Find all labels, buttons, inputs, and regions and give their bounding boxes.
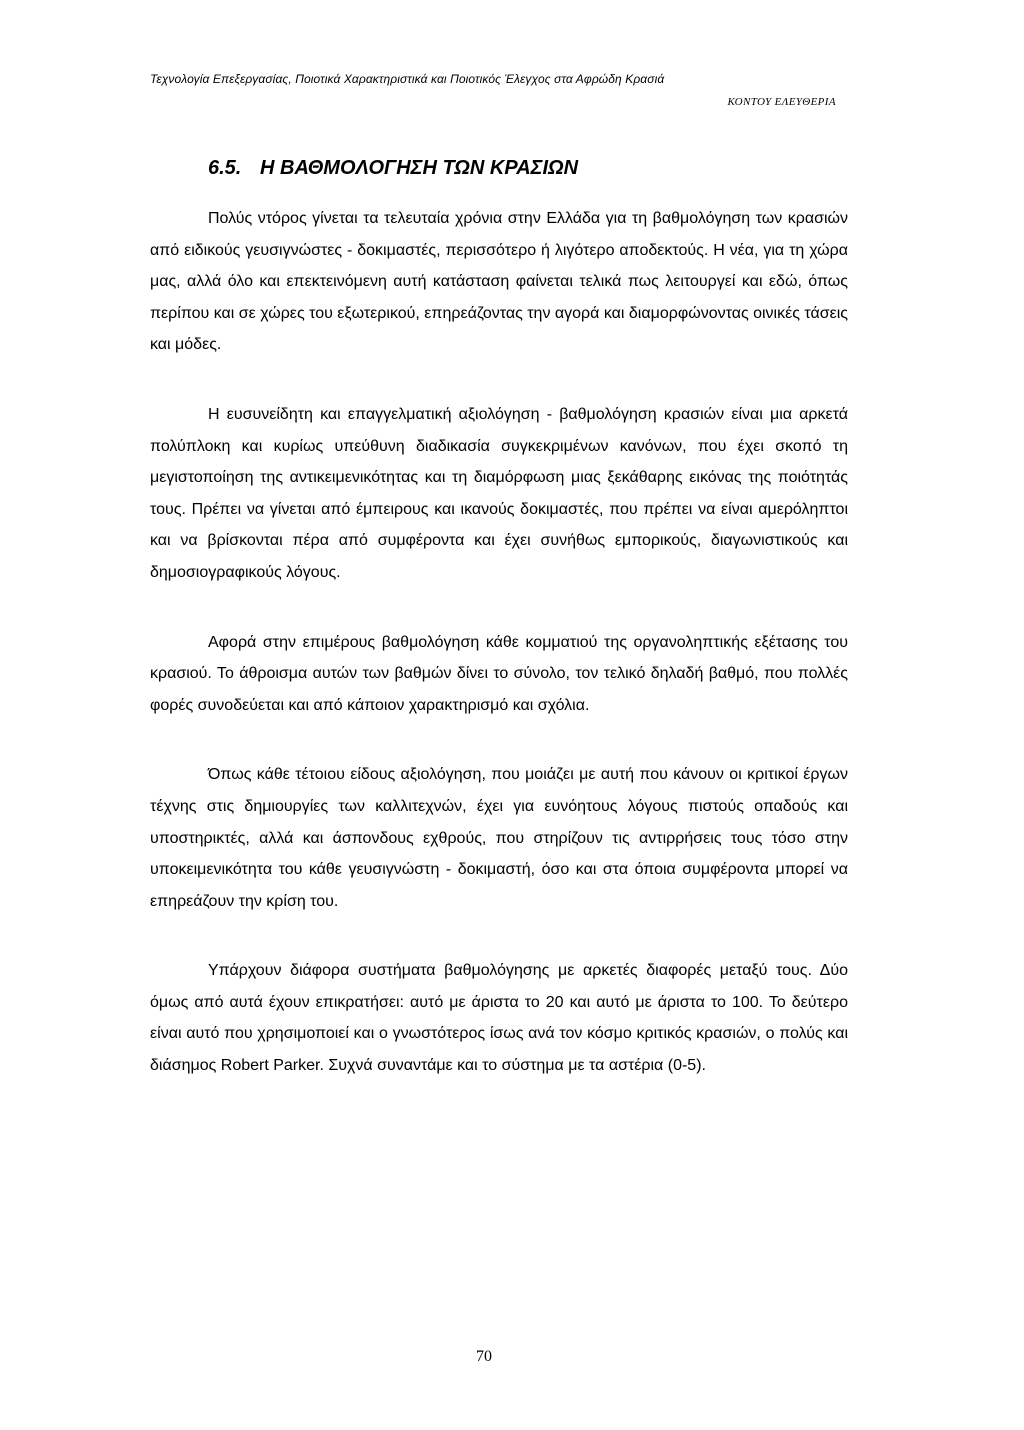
section-heading bbox=[208, 157, 578, 180]
body-text bbox=[150, 203, 848, 1082]
section-title: Η ΒΑΘΜΟΛΟΓΗΣΗ ΤΩΝ ΚΡΑΣΙΩΝ bbox=[260, 157, 579, 179]
paragraph-1: Πολύς ντόρος γίνεται τα τελευταία χρόνια στην Ελλάδα για τη βαθμολόγηση των κρασιών από ειδικούς γευσιγνώστες - δοκιμαστές, περισσότερο ή λιγότερο αποδεκτούς. Η νέα, για τη χώρα μας, αλλά όλο και επεκτεινόμενη αυτή κατάσταση φαίνεται τελικά πως λειτουργεί και εδώ, όπως περίπου και σε χώρες του εξωτερικού, επηρεάζοντας την αγορά και διαμορφώνοντας οινικές τάσεις και μόδες. bbox=[150, 210, 849, 354]
page-number: 70 bbox=[476, 1348, 492, 1365]
section-number: 6.5. bbox=[208, 157, 242, 179]
running-header-title: Τεχνολογία Επεξεργασίας, Ποιοτικά Χαρακτηριστικά και Ποιοτικός Έλεγχος στα Αφρώδη Κρασιά bbox=[150, 72, 665, 86]
running-header-author: ΚΟΝΤΟΥ ΕΛΕΥΘΕΡΙΑ bbox=[727, 96, 836, 108]
paragraph-4: Όπως κάθε τέτοιου είδους αξιολόγηση, που μοιάζει με αυτή που κάνουν οι κριτικοί έργων τέχνης στις δημιουργίες των καλλιτεχνών, έχει για ευνόητους λόγους πιστούς οπαδούς και υποστηρικτές, αλλά και άσπονδους εχθρούς, που στηρίζουν τις αντιρρήσεις τους τόσο στην υποκειμενικότητα του κάθε γευσιγνώστη - δοκιμαστή, όσο και στα όποια συμφέροντα μπορεί να επηρεάζουν την κρίση του. bbox=[150, 766, 848, 910]
paragraph-5: Υπάρχουν διάφορα συστήματα βαθμολόγησης με αρκετές διαφορές μεταξύ τους. Δύο όμως από αυτά έχουν επικρατήσει: αυτό με άριστα το 20 και αυτό με άριστα το 100. Το δεύτερο είναι αυτό που χρησιμοποιεί και ο γνωστότερος ίσως ανά τον κόσμο κριτικός κρασιών, ο πολύς και διάσημος Robert Parker. Συχνά συναντάμε και το σύστημα με τα αστέρια (0-5). bbox=[150, 962, 848, 1075]
paragraph-2: Η ευσυνείδητη και επαγγελματική αξιολόγηση - βαθμολόγηση κρασιών είναι μια αρκετά πολύπλοκη και κυρίως υπεύθυνη διαδικασία συγκεκριμένων κανόνων, που έχει σκοπό τη μεγιστοποίηση της αντικειμενικότητας και τη διαμόρφωση μιας ξεκάθαρης εικόνας της ποιότητάς τους. Πρέπει να γίνεται από έμπειρους και ικανούς δοκιμαστές, που πρέπει να είναι αμερόληπτοι και να βρίσκονται πέρα από συμφέροντα και έχει συνήθως εμπορικούς, διαγωνιστικούς και δημοσιογραφικούς λόγους. bbox=[150, 405, 848, 581]
paragraph-3: Αφορά στην επιμέρους βαθμολόγηση κάθε κομματιού της οργανοληπτικής εξέτασης του κρασιού. Το άθροισμα αυτών των βαθμών δίνει το σύνολο, τον τελικό δηλαδή βαθμό, που πολλές φορές συνοδεύεται και από κάποιον χαρακτηρισμό και σχόλια. bbox=[150, 633, 848, 714]
